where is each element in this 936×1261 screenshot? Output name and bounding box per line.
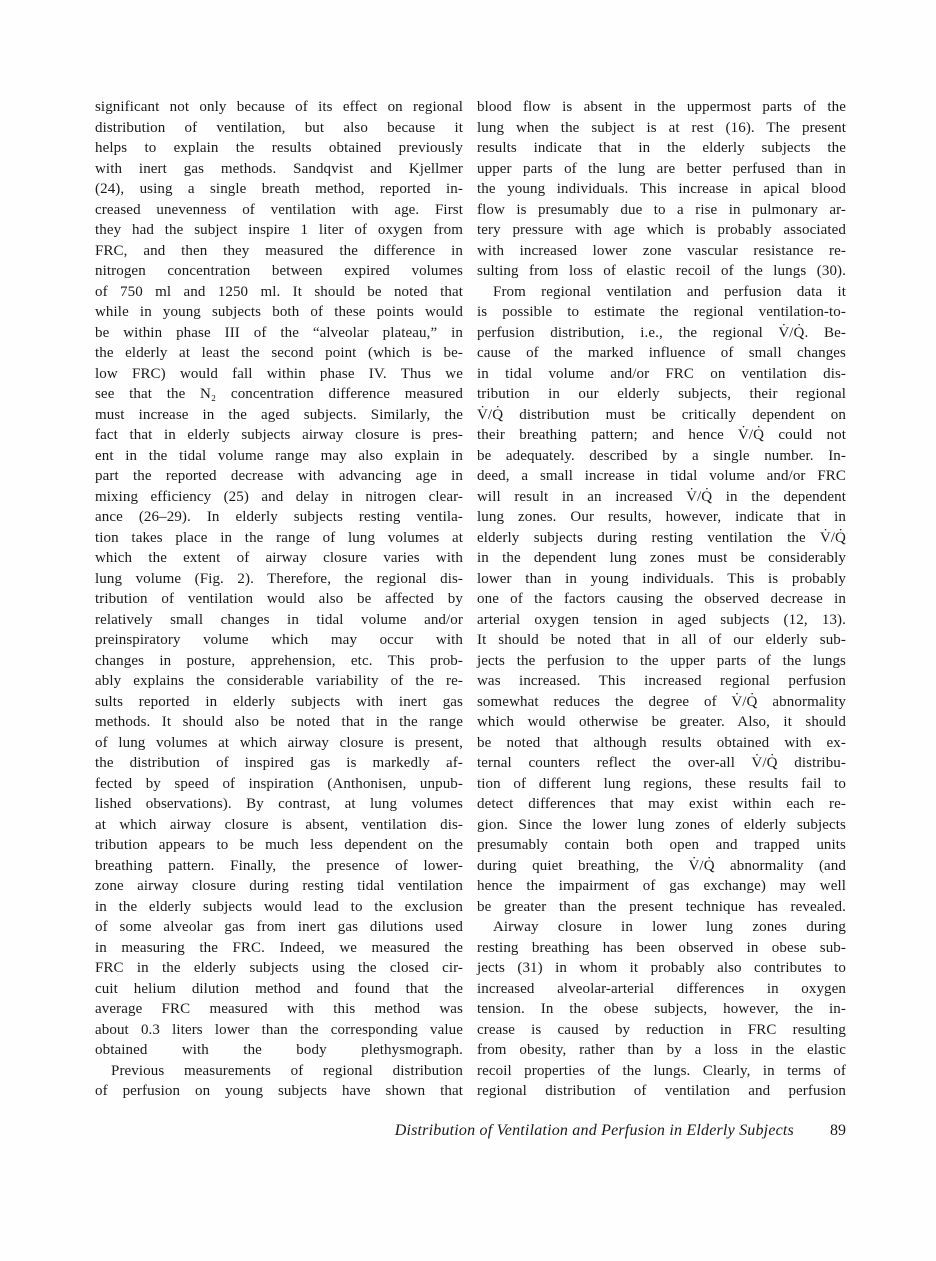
- text-line: tribution appears to be much less dependent on the: [95, 837, 463, 853]
- text-line: average FRC measured with this method was: [95, 1001, 463, 1017]
- text-line: tion takes place in the range of lung volumes at: [95, 529, 463, 546]
- text-column-right: [477, 97, 846, 1102]
- text-line: of some alveolar gas from inert gas dilutions used: [95, 919, 463, 935]
- text-line: breathing pattern. Finally, the presence of lower-: [95, 857, 463, 874]
- text-line: jects the perfusion to the upper parts of the lungs: [477, 652, 846, 669]
- text-line: see that the N₂ concentration difference measured: [95, 386, 463, 402]
- text-line: regional distribution of ventilation and perfusion: [477, 1083, 846, 1099]
- text-line: was increased. This increased regional perfusion: [477, 673, 846, 689]
- text-line: nitrogen concentration between expired volumes: [95, 263, 463, 279]
- text-line: ance (26–29). In elderly subjects resting ventila-: [95, 509, 463, 525]
- text-line: increased alveolar-arterial differences in oxygen: [477, 980, 846, 997]
- text-line: tribution of ventilation would also be affected by: [95, 591, 463, 607]
- text-line: recoil properties of the lungs. Clearly, in terms of: [477, 1062, 846, 1079]
- text-line: crease is caused by reduction in FRC resulting: [477, 1021, 846, 1038]
- text-line: be noted that although results obtained with ex-: [477, 734, 846, 751]
- text-line: lower than in young individuals. This is probably: [477, 570, 846, 587]
- text-line: blood flow is absent in the uppermost parts of the: [477, 99, 846, 115]
- text-line: tension. In the obese subjects, however, the in-: [477, 1001, 846, 1017]
- text-line: upper parts of the lung are better perfused than in: [477, 160, 846, 177]
- text-line: fected by speed of inspiration (Anthonisen, unpub-: [95, 775, 463, 792]
- text-line: lished observations). By contrast, at lung volumes: [95, 796, 463, 812]
- running-title: Distribution of Ventilation and Perfusion in Elderly Subjects: [394, 1122, 794, 1139]
- text-line: at which airway closure is absent, ventilation dis-: [95, 816, 463, 833]
- text-line: fact that in elderly subjects airway closure is pres-: [95, 427, 463, 443]
- text-line: jects (31) in whom it probably also contributes to: [477, 960, 846, 976]
- text-line: about 0.3 liters lower than the corresponding value: [95, 1021, 463, 1038]
- text-line: (24), using a single breath method, reported in-: [95, 181, 463, 197]
- text-line: arterial oxygen tension in aged subjects (12, 13).: [477, 611, 846, 628]
- text-line: elderly subjects during resting ventilation the V̇/Q̇: [477, 529, 846, 546]
- text-line: be within phase III of the “alveolar plateau,” in: [95, 324, 463, 341]
- text-line: of 750 ml and 1250 ml. It should be noted that: [95, 283, 463, 300]
- text-line: results indicate that in the elderly subjects the: [477, 140, 846, 156]
- text-line: from obesity, rather than by a loss in the elastic: [477, 1042, 846, 1058]
- page-footer: [95, 1121, 846, 1141]
- text-line: one of the factors causing the observed decrease in: [477, 591, 846, 607]
- text-line: in the elderly subjects would lead to the exclusion: [95, 898, 463, 915]
- text-line: which the extent of airway closure varies with: [95, 550, 463, 566]
- page-number: 89: [830, 1122, 846, 1139]
- text-line: the distribution of inspired gas is markedly af-: [95, 755, 463, 771]
- text-line: significant not only because of its effect on regional: [95, 99, 463, 115]
- text-line: mixing efficiency (25) and delay in nitrogen clear-: [95, 488, 463, 505]
- text-line: in measuring the FRC. Indeed, we measured the: [95, 939, 463, 956]
- text-column-left: [95, 97, 463, 1102]
- text-line: with increased lower zone vascular resistance re-: [477, 242, 846, 259]
- text-line: of lung volumes at which airway closure is present,: [95, 734, 463, 751]
- text-line: obtained with the body plethysmograph.: [95, 1042, 463, 1058]
- text-line: ternal counters reflect the over-all V̇/Q̇ distribu-: [477, 755, 846, 771]
- text-line: lung volume (Fig. 2). Therefore, the regional dis-: [95, 570, 463, 587]
- text-line: part the reported decrease with advancing age in: [95, 468, 463, 484]
- text-line: cause of the marked influence of small changes: [477, 345, 846, 361]
- text-line: sults reported in elderly subjects with inert gas: [95, 693, 463, 710]
- text-line: their breathing pattern; and hence V̇/Q̇ could not: [477, 427, 846, 443]
- text-line: the young individuals. This increase in apical blood: [477, 181, 846, 197]
- text-line: helps to explain the results obtained previously: [95, 140, 463, 156]
- text-line: flow is presumably due to a rise in pulmonary ar-: [477, 201, 846, 218]
- text-line: be greater than the present technique has revealed.: [477, 898, 846, 915]
- text-line: changes in posture, apprehension, etc. This prob-: [95, 652, 463, 669]
- text-line: ent in the tidal volume range may also explain in: [95, 447, 463, 464]
- text-line: distribution of ventilation, but also because it: [95, 119, 463, 136]
- text-line: detect differences that may exist within each re-: [477, 796, 846, 812]
- text-line: resting breathing has been observed in obese sub-: [477, 939, 846, 956]
- text-line: creased unevenness of ventilation with age. First: [95, 201, 463, 218]
- text-line: while in young subjects both of these points would: [95, 304, 463, 320]
- text-line: the elderly at least the second point (which is be-: [95, 345, 463, 361]
- text-line: relatively small changes in tidal volume and/or: [95, 611, 463, 628]
- text-line: in the dependent lung zones must be considerably: [477, 550, 846, 566]
- text-line: ably explains the considerable variability of the re-: [95, 673, 463, 689]
- text-line: tion of different lung regions, these results fail to: [477, 775, 846, 792]
- text-line: tribution in our elderly subjects, their regional: [477, 386, 846, 402]
- text-line: cuit helium dilution method and found that the: [95, 980, 463, 997]
- text-line: during quiet breathing, the V̇/Q̇ abnormality (and: [477, 857, 846, 874]
- text-line: low FRC) would fall within phase IV. Thus we: [95, 365, 463, 382]
- text-line: perfusion distribution, i.e., the regional V̇/Q̇. Be-: [477, 324, 846, 341]
- text-line: somewhat reduces the degree of V̇/Q̇ abnormality: [477, 693, 846, 710]
- text-line: Airway closure in lower lung zones during: [493, 919, 846, 935]
- text-line: which would otherwise be greater. Also, it should: [477, 714, 846, 730]
- text-line: FRC, and then they measured the difference in: [95, 242, 463, 259]
- text-line: of perfusion on young subjects have shown that: [95, 1083, 463, 1099]
- text-line: zone airway closure during resting tidal ventilation: [95, 878, 463, 894]
- text-line: sulting from loss of elastic recoil of the lungs (30).: [477, 263, 846, 279]
- text-line: tery pressure with age which is probably associated: [477, 222, 846, 238]
- text-line: Previous measurements of regional distribution: [111, 1062, 463, 1079]
- text-line: be adequately. described by a single number. In-: [477, 447, 846, 464]
- text-line: preinspiratory volume which may occur with: [95, 632, 463, 648]
- text-line: It should be noted that in all of our elderly sub-: [477, 632, 846, 648]
- text-line: From regional ventilation and perfusion data it: [493, 283, 846, 300]
- text-line: they had the subject inspire 1 liter of oxygen from: [95, 222, 463, 238]
- text-line: FRC in the elderly subjects using the closed cir-: [95, 960, 463, 976]
- text-line: with inert gas methods. Sandqvist and Kjellmer: [95, 160, 463, 177]
- text-line: V̇/Q̇ distribution must be critically dependent on: [477, 406, 846, 423]
- text-line: must increase in the aged subjects. Similarly, the: [95, 406, 463, 423]
- text-line: in tidal volume and/or FRC on ventilation dis-: [477, 365, 846, 382]
- text-line: lung when the subject is at rest (16). The present: [477, 119, 846, 136]
- text-line: gion. Since the lower lung zones of elderly subjects: [477, 816, 846, 833]
- text-line: methods. It should also be noted that in the range: [95, 714, 463, 730]
- text-line: lung zones. Our results, however, indicate that in: [477, 509, 846, 525]
- text-line: will result in an increased V̇/Q̇ in the dependent: [477, 488, 846, 505]
- text-line: deed, a small increase in tidal volume and/or FRC: [477, 468, 846, 484]
- text-line: presumably contain both open and trapped units: [477, 837, 846, 853]
- text-line: is possible to estimate the regional ventilation-to-: [477, 304, 846, 320]
- text-line: hence the impairment of gas exchange) may well: [477, 878, 846, 894]
